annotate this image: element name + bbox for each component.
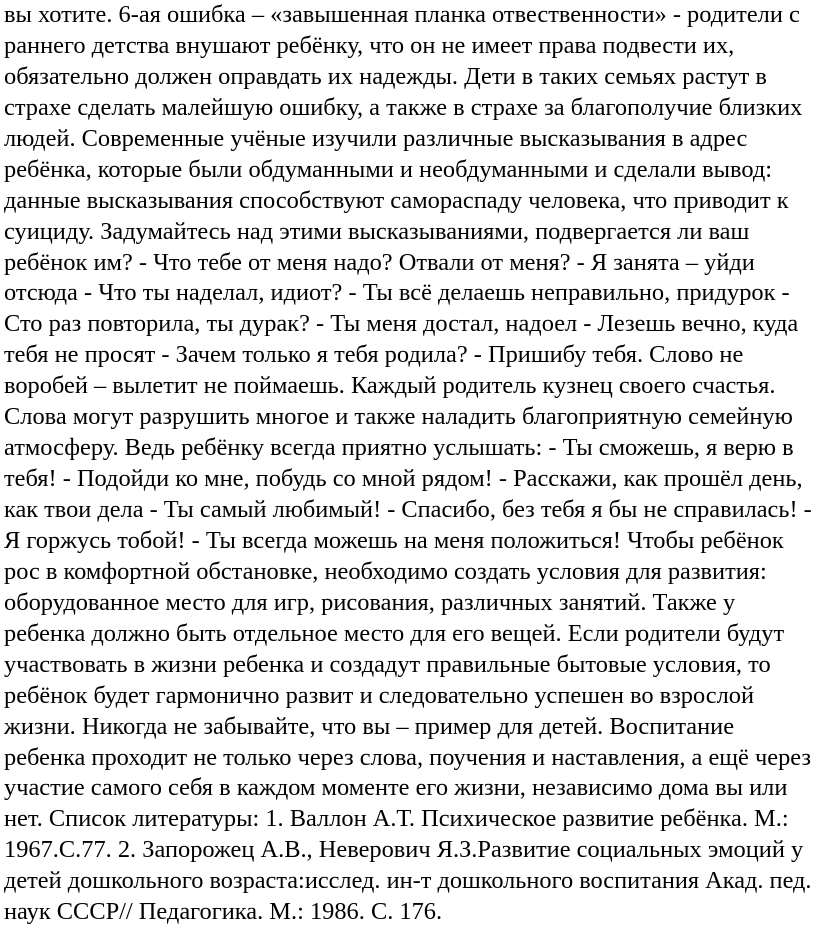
text-line: Слова могут разрушить многое и также наладить благоприятную семейную — [4, 403, 793, 431]
text-line: раннего детства внушают ребёнку, что он не имеет права подвести их, — [4, 31, 735, 59]
text-line: отсюда - Что ты наделал, идиот? - Ты всё делаешь неправильно, придурок - — [4, 279, 790, 307]
text-line: воробей – вылетит не поймаешь. Каждый родитель кузнец своего счастья. — [4, 372, 776, 400]
text-line: обязательно должен оправдать их надежды. Дети в таких семьях растут в — [4, 62, 767, 90]
text-line: страхе сделать малейшую ошибку, а также в страхе за благополучие близких — [4, 93, 803, 121]
text-line: участие самого себя в каждом моменте его жизни, независимо дома вы или — [4, 774, 788, 802]
text-line: тебя не просят - Зачем только я тебя родила? - Пришибу тебя. Слово не — [4, 341, 744, 369]
text-line: ребенка должно быть отдельное место для его вещей. Если родители будут — [4, 619, 785, 647]
text-line: суициду. Задумайтесь над этими высказываниями, подвергается ли ваш — [4, 217, 750, 245]
text-line: детей дошкольного возраста:исслед. ин-т дошкольного воспитания Акад. пед. — [4, 867, 812, 895]
text-line: Сто раз повторила, ты дурак? - Ты меня достал, надоел - Лезешь вечно, куда — [4, 310, 799, 338]
text-line: ребенка проходит не только через слова, поучения и наставления, а ещё через — [4, 743, 812, 771]
text-line: вы хотите. 6-ая ошибка – «завышенная планка отвественности» - родители с — [4, 1, 800, 28]
text-line: участвовать в жизни ребенка и создадут правильные бытовые условия, то — [4, 650, 771, 678]
text-line: ребёнка, которые были обдуманными и необдуманными и сделали вывод: — [4, 155, 773, 183]
text-line: рос в комфортной обстановке, необходимо создать условия для развития: — [4, 557, 767, 585]
text-line: ребёнок будет гармонично развит и следовательно успешен во взрослой — [4, 681, 755, 709]
text-line: людей. Современные учёные изучили различные высказывания в адрес — [4, 124, 748, 152]
text-line: как твои дела - Ты самый любимый! - Спасибо, без тебя я бы не справилась! - — [4, 496, 812, 523]
text-line: атмосферу. Ведь ребёнку всегда приятно услышать: - Ты сможешь, я верю в — [4, 434, 794, 462]
text-line: наук СССР// Педагогика. М.: 1986. С. 176. — [4, 898, 443, 926]
document-page — [4, 0, 812, 928]
text-line: ребёнок им? - Что тебе от меня надо? Отвали от меня? - Я занята – уйди — [4, 248, 755, 276]
text-line: 1967.С.77. 2. Запорожец А.В., Неверович Я.З.Развитие социальных эмоций у — [4, 836, 804, 864]
text-line: данные высказывания способствуют самораспаду человека, что приводит к — [4, 186, 789, 214]
text-line: жизни. Никогда не забывайте, что вы – пример для детей. Воспитание — [4, 712, 735, 740]
text-line: Я горжусь тобой! - Ты всегда можешь на меня положиться! Чтобы ребёнок — [4, 526, 784, 554]
text-line: нет. Список литературы: 1. Валлон А.Т. Психическое развитие ребёнка. М.: — [4, 805, 789, 833]
text-line: оборудованное место для игр, рисования, различных занятий. Также у — [4, 588, 736, 616]
text-line: тебя! - Подойди ко мне, побудь со мной рядом! - Расскажи, как прошёл день, — [4, 465, 803, 493]
